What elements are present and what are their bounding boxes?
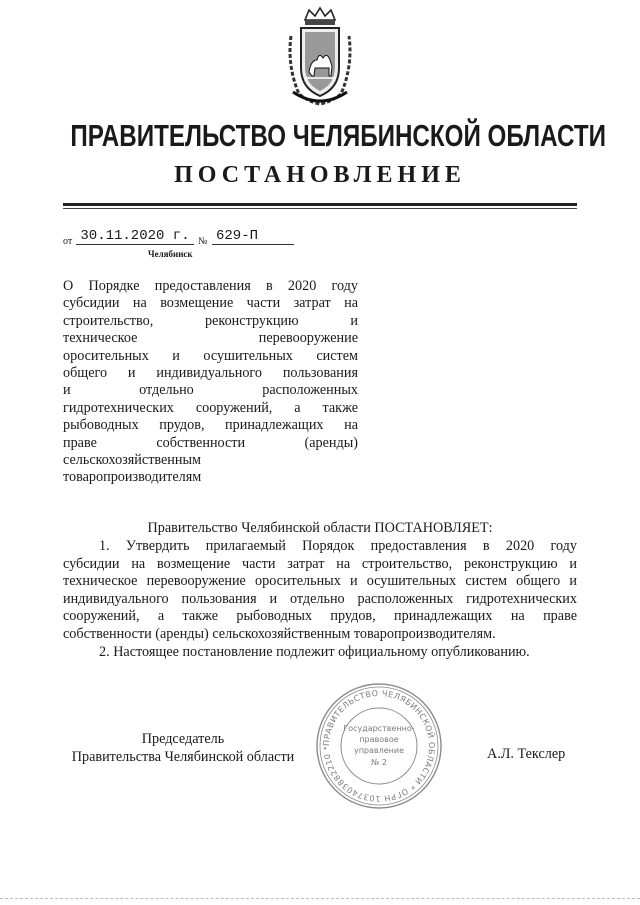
position-line: Председатель [141,731,225,747]
position-line: Правительства Челябинской области [71,749,295,765]
body-line: субсидии на возмещение части затрат на строительство, реконструкцию и [63,555,577,572]
subject-line: субсидии на возмещение части затрат на [63,295,358,312]
subject-line: техническое перевооружение [63,330,358,347]
body-line: техническое перевооружение оросительных и осушительных систем общего и [63,573,577,590]
body-line: индивидуального пользования и отдельно расположенных гидротехнических [63,590,577,607]
official-seal-stamp [314,681,444,811]
subject-line: оросительных и осушительных систем [63,347,358,364]
signatory-name: А.Л. Текслер [487,746,566,762]
subject-line: рыбоводных прудов, принадлежащих на [63,417,358,434]
scan-edge [0,898,640,899]
number-prefix: № [198,236,208,247]
subject-line: товаропроизводителям [63,469,202,486]
header-divider-thick [63,203,577,206]
document-city: Челябинск [148,249,193,259]
header-divider-thin [63,208,577,209]
body-line: сооружений, а также рыбоводных прудов, принадлежащих на праве [63,608,577,625]
subject-line: гидротехнических сооружений, а также [63,399,358,416]
subject-line: праве собственности (аренды) [63,434,358,451]
coat-of-arms-icon [285,6,355,106]
subject-line: общего и индивидуального пользования [63,365,358,382]
subject-line: О Порядке предоставления в 2020 году [63,278,358,294]
svg-text:№ 2: № 2 [371,758,387,767]
subject-line: и отдельно расположенных [63,382,358,399]
body-line: 2. Настоящее постановление подлежит официальному опубликованию. [99,643,530,660]
body-line: 1. Утвердить прилагаемый Порядок предоставления в 2020 году [99,538,577,554]
subject-line: строительство, реконструкцию и [63,312,358,329]
body-line: собственности (аренды) сельскохозяйственным товаропроизводителям. [63,625,496,642]
subject-line: сельскохозяйственным [63,452,202,469]
document-date: 30.11.2020 г. [76,228,194,245]
document-subject [63,278,358,487]
signatory-position [63,730,303,766]
government-name: ПРАВИТЕЛЬСТВО ЧЕЛЯБИНСКОЙ ОБЛАСТИ [70,118,606,153]
svg-text:ПРАВИТЕЛЬСТВО ЧЕЛЯБИНСКОЙ ОБЛА: ПРАВИТЕЛЬСТВО ЧЕЛЯБИНСКОЙ ОБЛАСТИ * ОГРН 1037403882210 * [321,688,437,804]
document-number: 629-П [212,228,294,245]
document-type: ПОСТАНОВЛЕНИЕ [174,162,466,188]
svg-text:правовое: правовое [359,735,399,744]
preamble: Правительство Челябинской области ПОСТАНОВЛЯЕТ: [147,520,493,536]
svg-text:Государственно-: Государственно- [343,724,415,733]
document-body [63,538,577,661]
date-prefix: от [63,236,73,247]
svg-text:управление: управление [353,746,405,755]
